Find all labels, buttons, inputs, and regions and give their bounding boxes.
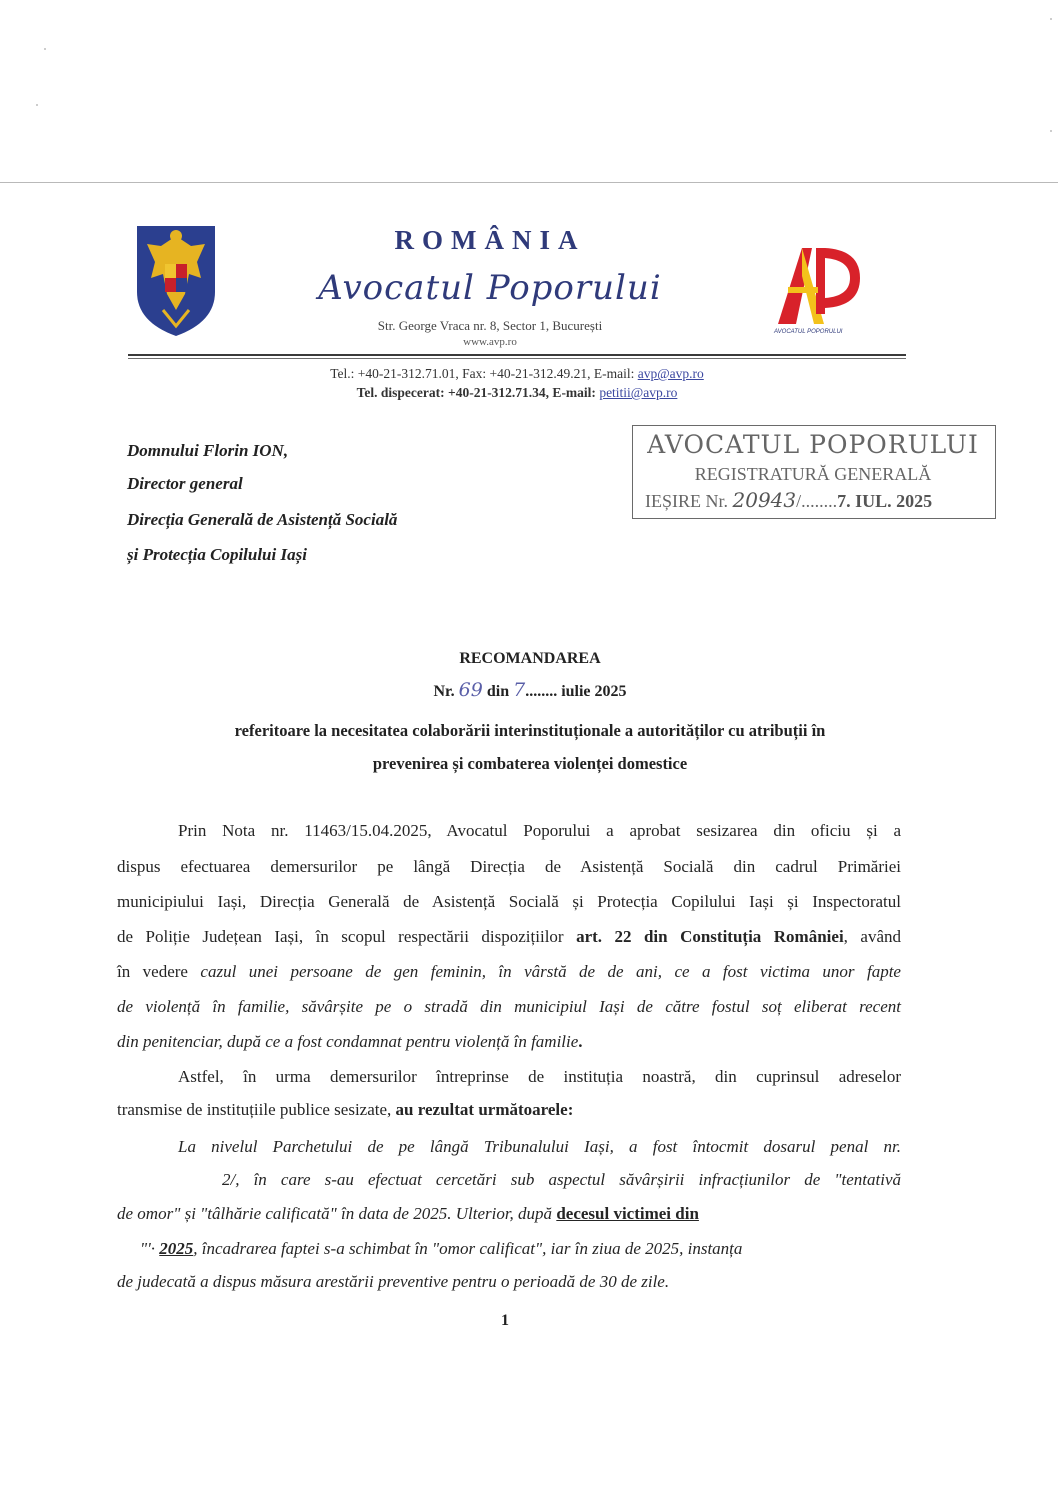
nr-mid: din	[482, 683, 514, 700]
p2-line-2	[117, 1099, 901, 1121]
stamp-institution: AVOCATUL POPORULUI	[647, 430, 979, 459]
nr-suffix: ........ iulie 2025	[525, 683, 627, 700]
document-number	[110, 679, 950, 701]
p2-line-1: Astfel, în urma demersurilor întreprinse de instituția noastră, din cuprinsul adreselor	[178, 1067, 901, 1086]
stamp-date: 7. IUL. 2025	[837, 491, 933, 511]
p3-line-4	[140, 1238, 901, 1260]
p3-line-2: 2/, în care s-au efectuat cercetări sub aspectul săvârșirii infracțiunilor de "tentativă	[222, 1170, 901, 1189]
p3-line-3-text: de omor" și "tâlhărie calificată" în data de 2025. Ulterior, după	[117, 1204, 557, 1223]
header-institution: Avocatul Poporului	[318, 268, 662, 308]
avp-logo-icon	[766, 240, 872, 336]
p1-line-1: Prin Nota nr. 11463/15.04.2025, Avocatul Poporului a aprobat sesizarea din oficiu și a	[178, 821, 901, 840]
stamp-registry: REGISTRATURĂ GENERALĂ	[694, 464, 932, 484]
dispatch-line	[180, 385, 854, 401]
page-number: 1	[501, 1312, 509, 1329]
victim-death-year: 2025	[159, 1239, 194, 1258]
dispatch-phones: Tel. dispecerat: +40-21-312.71.34, E-mail:	[356, 385, 600, 400]
p1-line-7-end: .	[578, 1032, 583, 1051]
header-rule-thin	[128, 358, 906, 359]
p1-line-5-italic: cazul unei persoane de gen feminin, în vârstă de de ani, ce a fost victima unor fapte	[200, 962, 901, 981]
contact-line	[180, 366, 854, 382]
day-value: 7	[513, 679, 526, 701]
header-website[interactable]: www.avp.ro	[463, 336, 517, 348]
p1-line-7	[117, 1031, 901, 1053]
p1-line-4-end: , având	[843, 927, 901, 946]
p1-line-7-text: din penitenciar, după ce a fost condamnat pentru violență în familie	[117, 1032, 579, 1051]
p1-line-4	[117, 926, 901, 948]
scan-speck	[36, 104, 38, 106]
stamp-exit-label: IEȘIRE Nr.	[645, 491, 733, 511]
addressee-org-line1: Direcția Generală de Asistență Socială	[127, 510, 398, 529]
p1-line-5	[117, 961, 901, 983]
p3-line-1: La nivelul Parchetului de pe lângă Tribunalului Iași, a fost întocmit dosarul penal nr.	[178, 1137, 901, 1156]
document-subtitle-1: referitoare la necesitatea colaborării interinstituționale a autorităților cu atribuții în	[234, 721, 826, 740]
stamp-separator: /........	[796, 491, 838, 511]
stamp-number: 20943	[732, 488, 797, 512]
constitution-reference: art. 22 din Constituția României	[576, 927, 844, 946]
p3-line-4-mark: "'·	[140, 1239, 156, 1258]
results-heading: au rezultat următoarele:	[395, 1100, 574, 1119]
p1-line-5-text: în vedere	[117, 962, 201, 981]
stamp-exit-number	[645, 488, 932, 512]
p3-line-4-text: , încadrarea faptei s-a schimbat în "omor calificat", iar în ziua de 2025, instanța	[193, 1239, 743, 1258]
scan-speck	[1050, 18, 1052, 20]
scan-speck	[1050, 130, 1052, 132]
header-address: Str. George Vraca nr. 8, Sector 1, București	[377, 318, 603, 333]
header-rule	[128, 354, 906, 356]
p1-line-2: dispus efectuarea demersurilor pe lângă Direcția de Asistență Socială din cadrul Primăriei	[117, 857, 901, 876]
contact-phones: Tel.: +40-21-312.71.01, Fax: +40-21-312.49.21, E-mail:	[330, 366, 638, 381]
p3-line-5: de judecată a dispus măsura arestării preventive pentru o perioadă de 30 de zile.	[117, 1272, 670, 1291]
nr-value: 69	[458, 679, 483, 701]
p2-line-2-text: transmise de instituțiile publice sesizate,	[117, 1100, 396, 1119]
addressee-org-line2: și Protecția Copilului Iași	[127, 545, 307, 564]
victim-death-phrase: decesul victimei din	[556, 1204, 699, 1223]
document-heading: RECOMANDAREA	[459, 650, 601, 667]
coat-of-arms-icon	[133, 222, 219, 338]
scan-top-line	[0, 182, 1058, 183]
p1-line-4-text: de Poliție Județean Iași, în scopul respectării dispozițiilor	[117, 927, 577, 946]
scan-speck	[44, 48, 46, 50]
document-subtitle-2: prevenirea și combaterea violenței domestice	[372, 754, 688, 773]
addressee-title: Director general	[127, 474, 243, 493]
addressee-name: Domnului Florin ION,	[127, 441, 289, 460]
p3-line-3	[117, 1203, 901, 1225]
header-country: ROMÂNIA	[394, 225, 586, 255]
dispatch-email-link[interactable]: petitii@avp.ro	[599, 385, 678, 400]
p1-line-3: municipiului Iași, Direcția Generală de Asistență Socială și Protecția Copilului Iași și Inspectoratul	[117, 892, 901, 911]
nr-prefix: Nr.	[433, 683, 459, 700]
p1-line-6: de violență în familie, săvârșite pe o stradă din municipiul Iași de către fostul soț eliberat recent	[117, 997, 901, 1016]
contact-email-link[interactable]: avp@avp.ro	[637, 366, 704, 381]
avp-logo-caption: AVOCATUL POPORULUI	[774, 329, 843, 335]
